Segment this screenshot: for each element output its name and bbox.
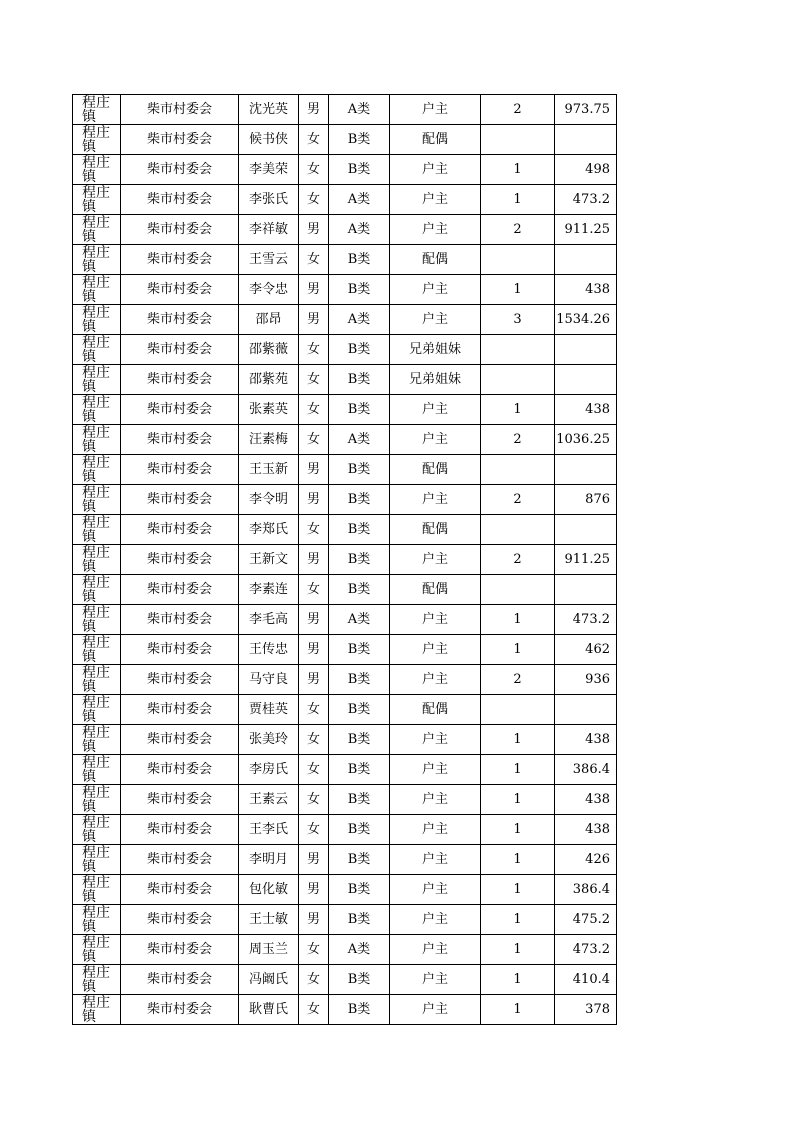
relation-cell: 兄弟姐妹	[390, 335, 481, 365]
table-row	[73, 335, 617, 365]
household-count-cell	[481, 365, 555, 395]
town-cell: 程庄镇	[73, 665, 121, 695]
town-cell: 程庄镇	[73, 935, 121, 965]
gender-cell: 女	[299, 395, 329, 425]
amount-cell: 936	[555, 665, 617, 695]
relation-cell: 户主	[390, 905, 481, 935]
relation-cell: 配偶	[390, 695, 481, 725]
name-cell: 王新文	[239, 545, 299, 575]
category-cell: B类	[329, 785, 390, 815]
household-count-cell: 1	[481, 965, 555, 995]
village-cell: 柴市村委会	[121, 725, 239, 755]
category-cell: B类	[329, 755, 390, 785]
table-row	[73, 695, 617, 725]
amount-cell: 378	[555, 995, 617, 1025]
table-row	[73, 845, 617, 875]
household-count-cell	[481, 125, 555, 155]
category-cell: B类	[329, 575, 390, 605]
table-row	[73, 155, 617, 185]
relation-cell: 户主	[390, 665, 481, 695]
amount-cell	[555, 335, 617, 365]
town-cell: 程庄镇	[73, 965, 121, 995]
village-cell: 柴市村委会	[121, 335, 239, 365]
relation-cell: 户主	[390, 815, 481, 845]
relation-cell: 户主	[390, 95, 481, 125]
table-row	[73, 725, 617, 755]
category-cell: B类	[329, 515, 390, 545]
relation-cell: 户主	[390, 875, 481, 905]
household-count-cell: 2	[481, 665, 555, 695]
table-row	[73, 815, 617, 845]
gender-cell: 男	[299, 275, 329, 305]
town-cell: 程庄镇	[73, 575, 121, 605]
gender-cell: 女	[299, 185, 329, 215]
amount-cell: 1036.25	[555, 425, 617, 455]
gender-cell: 女	[299, 725, 329, 755]
household-count-cell: 1	[481, 155, 555, 185]
name-cell: 王玉新	[239, 455, 299, 485]
table-row	[73, 185, 617, 215]
town-cell: 程庄镇	[73, 515, 121, 545]
town-cell: 程庄镇	[73, 215, 121, 245]
amount-cell: 386.4	[555, 755, 617, 785]
town-cell: 程庄镇	[73, 635, 121, 665]
table-row	[73, 665, 617, 695]
gender-cell: 男	[299, 665, 329, 695]
village-cell: 柴市村委会	[121, 995, 239, 1025]
amount-cell: 410.4	[555, 965, 617, 995]
amount-cell	[555, 125, 617, 155]
town-cell: 程庄镇	[73, 815, 121, 845]
relation-cell: 户主	[390, 845, 481, 875]
table-row	[73, 215, 617, 245]
village-cell: 柴市村委会	[121, 845, 239, 875]
town-cell: 程庄镇	[73, 875, 121, 905]
village-cell: 柴市村委会	[121, 455, 239, 485]
household-count-cell: 1	[481, 815, 555, 845]
name-cell: 王李氏	[239, 815, 299, 845]
name-cell: 李祥敏	[239, 215, 299, 245]
gender-cell: 女	[299, 785, 329, 815]
name-cell: 李张氏	[239, 185, 299, 215]
name-cell: 王士敏	[239, 905, 299, 935]
relation-cell: 户主	[390, 185, 481, 215]
category-cell: B类	[329, 905, 390, 935]
category-cell: B类	[329, 395, 390, 425]
gender-cell: 女	[299, 575, 329, 605]
gender-cell: 男	[299, 875, 329, 905]
household-count-cell: 1	[481, 935, 555, 965]
household-count-cell	[481, 515, 555, 545]
amount-cell	[555, 455, 617, 485]
town-cell: 程庄镇	[73, 785, 121, 815]
village-cell: 柴市村委会	[121, 125, 239, 155]
category-cell: B类	[329, 635, 390, 665]
table-row	[73, 575, 617, 605]
name-cell: 沈光英	[239, 95, 299, 125]
amount-cell: 426	[555, 845, 617, 875]
amount-cell	[555, 695, 617, 725]
name-cell: 李美荣	[239, 155, 299, 185]
name-cell: 张素英	[239, 395, 299, 425]
gender-cell: 女	[299, 245, 329, 275]
category-cell: B类	[329, 275, 390, 305]
town-cell: 程庄镇	[73, 485, 121, 515]
village-cell: 柴市村委会	[121, 155, 239, 185]
village-cell: 柴市村委会	[121, 755, 239, 785]
relation-cell: 户主	[390, 965, 481, 995]
household-count-cell: 2	[481, 95, 555, 125]
village-cell: 柴市村委会	[121, 245, 239, 275]
amount-cell: 1534.26	[555, 305, 617, 335]
relation-cell: 户主	[390, 545, 481, 575]
gender-cell: 男	[299, 845, 329, 875]
name-cell: 李房氏	[239, 755, 299, 785]
gender-cell: 女	[299, 965, 329, 995]
table-row	[73, 245, 617, 275]
table-row	[73, 395, 617, 425]
village-cell: 柴市村委会	[121, 575, 239, 605]
table-row	[73, 125, 617, 155]
gender-cell: 女	[299, 365, 329, 395]
household-count-cell: 1	[481, 875, 555, 905]
amount-cell: 386.4	[555, 875, 617, 905]
village-cell: 柴市村委会	[121, 425, 239, 455]
amount-cell: 973.75	[555, 95, 617, 125]
town-cell: 程庄镇	[73, 125, 121, 155]
table-row	[73, 875, 617, 905]
village-cell: 柴市村委会	[121, 545, 239, 575]
amount-cell: 473.2	[555, 605, 617, 635]
town-cell: 程庄镇	[73, 545, 121, 575]
table-body	[73, 95, 617, 1025]
relation-cell: 户主	[390, 605, 481, 635]
category-cell: B类	[329, 545, 390, 575]
category-cell: A类	[329, 605, 390, 635]
category-cell: B类	[329, 125, 390, 155]
name-cell: 李毛高	[239, 605, 299, 635]
category-cell: B类	[329, 965, 390, 995]
relation-cell: 户主	[390, 755, 481, 785]
name-cell: 周玉兰	[239, 935, 299, 965]
table-row	[73, 605, 617, 635]
gender-cell: 女	[299, 755, 329, 785]
relation-cell: 户主	[390, 935, 481, 965]
table-row	[73, 95, 617, 125]
table-row	[73, 365, 617, 395]
amount-cell: 475.2	[555, 905, 617, 935]
amount-cell	[555, 515, 617, 545]
town-cell: 程庄镇	[73, 155, 121, 185]
amount-cell: 473.2	[555, 935, 617, 965]
village-cell: 柴市村委会	[121, 185, 239, 215]
relation-cell: 户主	[390, 635, 481, 665]
relation-cell: 户主	[390, 305, 481, 335]
town-cell: 程庄镇	[73, 995, 121, 1025]
name-cell: 邵紫苑	[239, 365, 299, 395]
town-cell: 程庄镇	[73, 95, 121, 125]
amount-cell: 438	[555, 395, 617, 425]
town-cell: 程庄镇	[73, 365, 121, 395]
relation-cell: 配偶	[390, 125, 481, 155]
town-cell: 程庄镇	[73, 305, 121, 335]
amount-cell: 438	[555, 725, 617, 755]
name-cell: 候书侠	[239, 125, 299, 155]
table-row	[73, 275, 617, 305]
household-count-cell: 2	[481, 215, 555, 245]
village-cell: 柴市村委会	[121, 275, 239, 305]
category-cell: B类	[329, 815, 390, 845]
village-cell: 柴市村委会	[121, 635, 239, 665]
amount-cell: 876	[555, 485, 617, 515]
table-row	[73, 515, 617, 545]
relation-cell: 户主	[390, 485, 481, 515]
town-cell: 程庄镇	[73, 425, 121, 455]
gender-cell: 女	[299, 695, 329, 725]
village-cell: 柴市村委会	[121, 215, 239, 245]
category-cell: B类	[329, 875, 390, 905]
relation-cell: 户主	[390, 395, 481, 425]
town-cell: 程庄镇	[73, 185, 121, 215]
gender-cell: 男	[299, 635, 329, 665]
name-cell: 邵昂	[239, 305, 299, 335]
village-cell: 柴市村委会	[121, 665, 239, 695]
gender-cell: 男	[299, 545, 329, 575]
village-cell: 柴市村委会	[121, 935, 239, 965]
relation-cell: 兄弟姐妹	[390, 365, 481, 395]
household-count-cell	[481, 575, 555, 605]
town-cell: 程庄镇	[73, 335, 121, 365]
household-count-cell: 1	[481, 395, 555, 425]
category-cell: B类	[329, 455, 390, 485]
village-cell: 柴市村委会	[121, 605, 239, 635]
name-cell: 李令忠	[239, 275, 299, 305]
relation-cell: 户主	[390, 785, 481, 815]
household-count-cell: 3	[481, 305, 555, 335]
household-count-cell: 1	[481, 725, 555, 755]
category-cell: A类	[329, 935, 390, 965]
village-cell: 柴市村委会	[121, 395, 239, 425]
relation-cell: 户主	[390, 425, 481, 455]
name-cell: 邵紫薇	[239, 335, 299, 365]
gender-cell: 女	[299, 515, 329, 545]
town-cell: 程庄镇	[73, 755, 121, 785]
gender-cell: 女	[299, 815, 329, 845]
category-cell: B类	[329, 845, 390, 875]
gender-cell: 男	[299, 455, 329, 485]
table-row	[73, 905, 617, 935]
category-cell: B类	[329, 665, 390, 695]
beneficiary-table	[72, 94, 617, 1025]
category-cell: A类	[329, 305, 390, 335]
gender-cell: 男	[299, 485, 329, 515]
name-cell: 汪素梅	[239, 425, 299, 455]
gender-cell: 女	[299, 125, 329, 155]
household-count-cell	[481, 455, 555, 485]
amount-cell: 438	[555, 815, 617, 845]
household-count-cell	[481, 695, 555, 725]
household-count-cell: 1	[481, 755, 555, 785]
table-row	[73, 995, 617, 1025]
town-cell: 程庄镇	[73, 395, 121, 425]
household-count-cell: 2	[481, 485, 555, 515]
household-count-cell: 2	[481, 425, 555, 455]
amount-cell: 438	[555, 275, 617, 305]
village-cell: 柴市村委会	[121, 365, 239, 395]
name-cell: 李素连	[239, 575, 299, 605]
gender-cell: 男	[299, 305, 329, 335]
town-cell: 程庄镇	[73, 275, 121, 305]
village-cell: 柴市村委会	[121, 515, 239, 545]
amount-cell	[555, 365, 617, 395]
household-count-cell: 1	[481, 605, 555, 635]
household-count-cell	[481, 245, 555, 275]
gender-cell: 女	[299, 995, 329, 1025]
amount-cell: 462	[555, 635, 617, 665]
relation-cell: 户主	[390, 155, 481, 185]
relation-cell: 户主	[390, 275, 481, 305]
category-cell: B类	[329, 245, 390, 275]
town-cell: 程庄镇	[73, 725, 121, 755]
relation-cell: 户主	[390, 995, 481, 1025]
gender-cell: 女	[299, 425, 329, 455]
table-row	[73, 455, 617, 485]
town-cell: 程庄镇	[73, 905, 121, 935]
town-cell: 程庄镇	[73, 845, 121, 875]
relation-cell: 户主	[390, 725, 481, 755]
table-row	[73, 485, 617, 515]
table-row	[73, 635, 617, 665]
amount-cell: 438	[555, 785, 617, 815]
household-count-cell	[481, 335, 555, 365]
category-cell: B类	[329, 995, 390, 1025]
household-count-cell: 1	[481, 635, 555, 665]
category-cell: B类	[329, 335, 390, 365]
name-cell: 包化敏	[239, 875, 299, 905]
name-cell: 李令明	[239, 485, 299, 515]
name-cell: 王传忠	[239, 635, 299, 665]
village-cell: 柴市村委会	[121, 965, 239, 995]
gender-cell: 女	[299, 335, 329, 365]
household-count-cell: 1	[481, 845, 555, 875]
category-cell: A类	[329, 95, 390, 125]
household-count-cell: 1	[481, 785, 555, 815]
name-cell: 王雪云	[239, 245, 299, 275]
gender-cell: 男	[299, 95, 329, 125]
table-row	[73, 545, 617, 575]
category-cell: B类	[329, 695, 390, 725]
amount-cell: 911.25	[555, 215, 617, 245]
amount-cell: 473.2	[555, 185, 617, 215]
category-cell: B类	[329, 485, 390, 515]
category-cell: A类	[329, 215, 390, 245]
town-cell: 程庄镇	[73, 455, 121, 485]
name-cell: 冯阚氏	[239, 965, 299, 995]
table-row	[73, 785, 617, 815]
table-row	[73, 965, 617, 995]
name-cell: 耿曹氏	[239, 995, 299, 1025]
category-cell: B类	[329, 365, 390, 395]
table-row	[73, 425, 617, 455]
village-cell: 柴市村委会	[121, 875, 239, 905]
gender-cell: 女	[299, 155, 329, 185]
name-cell: 王素云	[239, 785, 299, 815]
category-cell: B类	[329, 155, 390, 185]
household-count-cell: 1	[481, 995, 555, 1025]
gender-cell: 男	[299, 215, 329, 245]
name-cell: 李明月	[239, 845, 299, 875]
household-count-cell: 1	[481, 275, 555, 305]
town-cell: 程庄镇	[73, 245, 121, 275]
town-cell: 程庄镇	[73, 605, 121, 635]
gender-cell: 男	[299, 905, 329, 935]
name-cell: 马守良	[239, 665, 299, 695]
village-cell: 柴市村委会	[121, 815, 239, 845]
amount-cell: 498	[555, 155, 617, 185]
category-cell: A类	[329, 425, 390, 455]
relation-cell: 配偶	[390, 575, 481, 605]
gender-cell: 女	[299, 935, 329, 965]
village-cell: 柴市村委会	[121, 695, 239, 725]
table-row	[73, 755, 617, 785]
amount-cell: 911.25	[555, 545, 617, 575]
village-cell: 柴市村委会	[121, 485, 239, 515]
category-cell: B类	[329, 725, 390, 755]
village-cell: 柴市村委会	[121, 95, 239, 125]
relation-cell: 配偶	[390, 515, 481, 545]
table-row	[73, 305, 617, 335]
name-cell: 贾桂英	[239, 695, 299, 725]
village-cell: 柴市村委会	[121, 905, 239, 935]
household-count-cell: 1	[481, 905, 555, 935]
category-cell: A类	[329, 185, 390, 215]
town-cell: 程庄镇	[73, 695, 121, 725]
name-cell: 李郑氏	[239, 515, 299, 545]
table-row	[73, 935, 617, 965]
village-cell: 柴市村委会	[121, 305, 239, 335]
relation-cell: 配偶	[390, 245, 481, 275]
relation-cell: 户主	[390, 215, 481, 245]
relation-cell: 配偶	[390, 455, 481, 485]
name-cell: 张美玲	[239, 725, 299, 755]
amount-cell	[555, 575, 617, 605]
household-count-cell: 1	[481, 185, 555, 215]
gender-cell: 男	[299, 605, 329, 635]
amount-cell	[555, 245, 617, 275]
household-count-cell: 2	[481, 545, 555, 575]
village-cell: 柴市村委会	[121, 785, 239, 815]
